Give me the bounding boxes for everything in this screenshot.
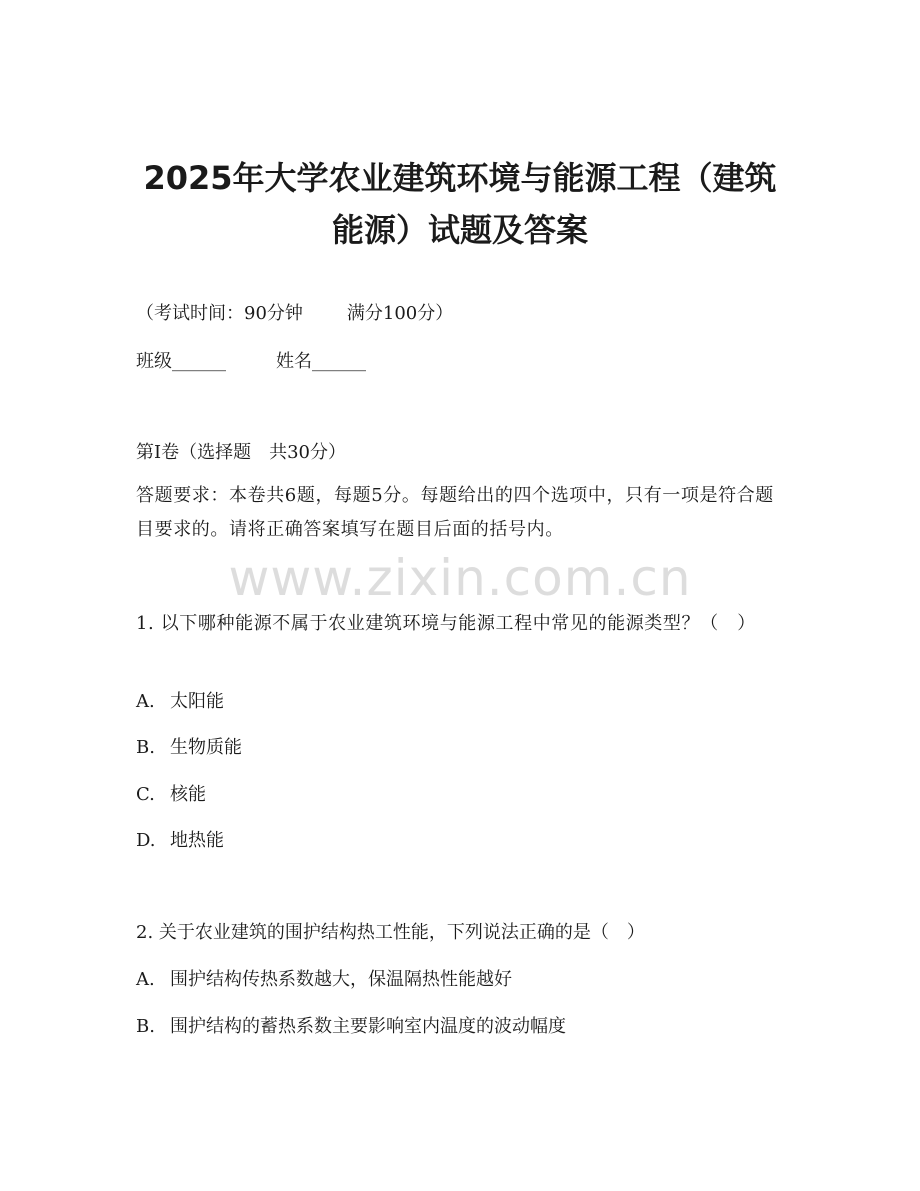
question-2-stem: 2. 关于农业建筑的围护结构热工性能，下列说法正确的是（ ） (136, 922, 645, 943)
section-instructions: 答题要求：本卷共6题，每题5分。每题给出的四个选项中，只有一项是符合题目要求的。请将正确答案填写在题目后面的括号内。 (136, 485, 774, 540)
option-text: 生物质能 (170, 737, 242, 758)
title-line-2: 能源）试题及答案 (331, 211, 588, 249)
option-letter: A. (136, 969, 155, 990)
option-letter: A. (136, 691, 155, 712)
question-1-option-b (136, 736, 242, 760)
exam-time-note: （考试时间：90分钟 (136, 303, 303, 324)
question-1-option-a (136, 690, 224, 714)
document-title (100, 152, 820, 256)
option-text: 地热能 (170, 830, 224, 851)
option-letter: C. (136, 784, 155, 805)
option-text: 太阳能 (170, 691, 224, 712)
exam-info (136, 302, 453, 326)
option-letter: D. (136, 830, 156, 851)
option-text: 围护结构传热系数越大，保温隔热性能越好 (170, 969, 512, 990)
question-1-option-c (136, 783, 206, 807)
title-line-1: 2025年大学农业建筑环境与能源工程（建筑 (143, 159, 777, 197)
section-heading: 第I卷（选择题 共30分） (136, 442, 347, 463)
student-fields (136, 350, 366, 374)
question-2-option-b (136, 1015, 566, 1039)
option-text: 核能 (170, 784, 206, 805)
exam-score-note: 满分100分） (346, 303, 454, 324)
question-2-option-a (136, 968, 512, 992)
option-letter: B. (136, 737, 155, 758)
question-1-stem: 1. 以下哪种能源不属于农业建筑环境与能源工程中常见的能源类型？（ ） (136, 613, 756, 634)
option-letter: B. (136, 1016, 155, 1037)
option-text: 围护结构的蓄热系数主要影响室内温度的波动幅度 (170, 1016, 566, 1037)
watermark: www.zixin.com.cn (228, 549, 692, 607)
question-1-option-d (136, 829, 224, 853)
class-field-label: 班级______ (136, 351, 226, 372)
name-field-label: 姓名______ (276, 351, 366, 372)
